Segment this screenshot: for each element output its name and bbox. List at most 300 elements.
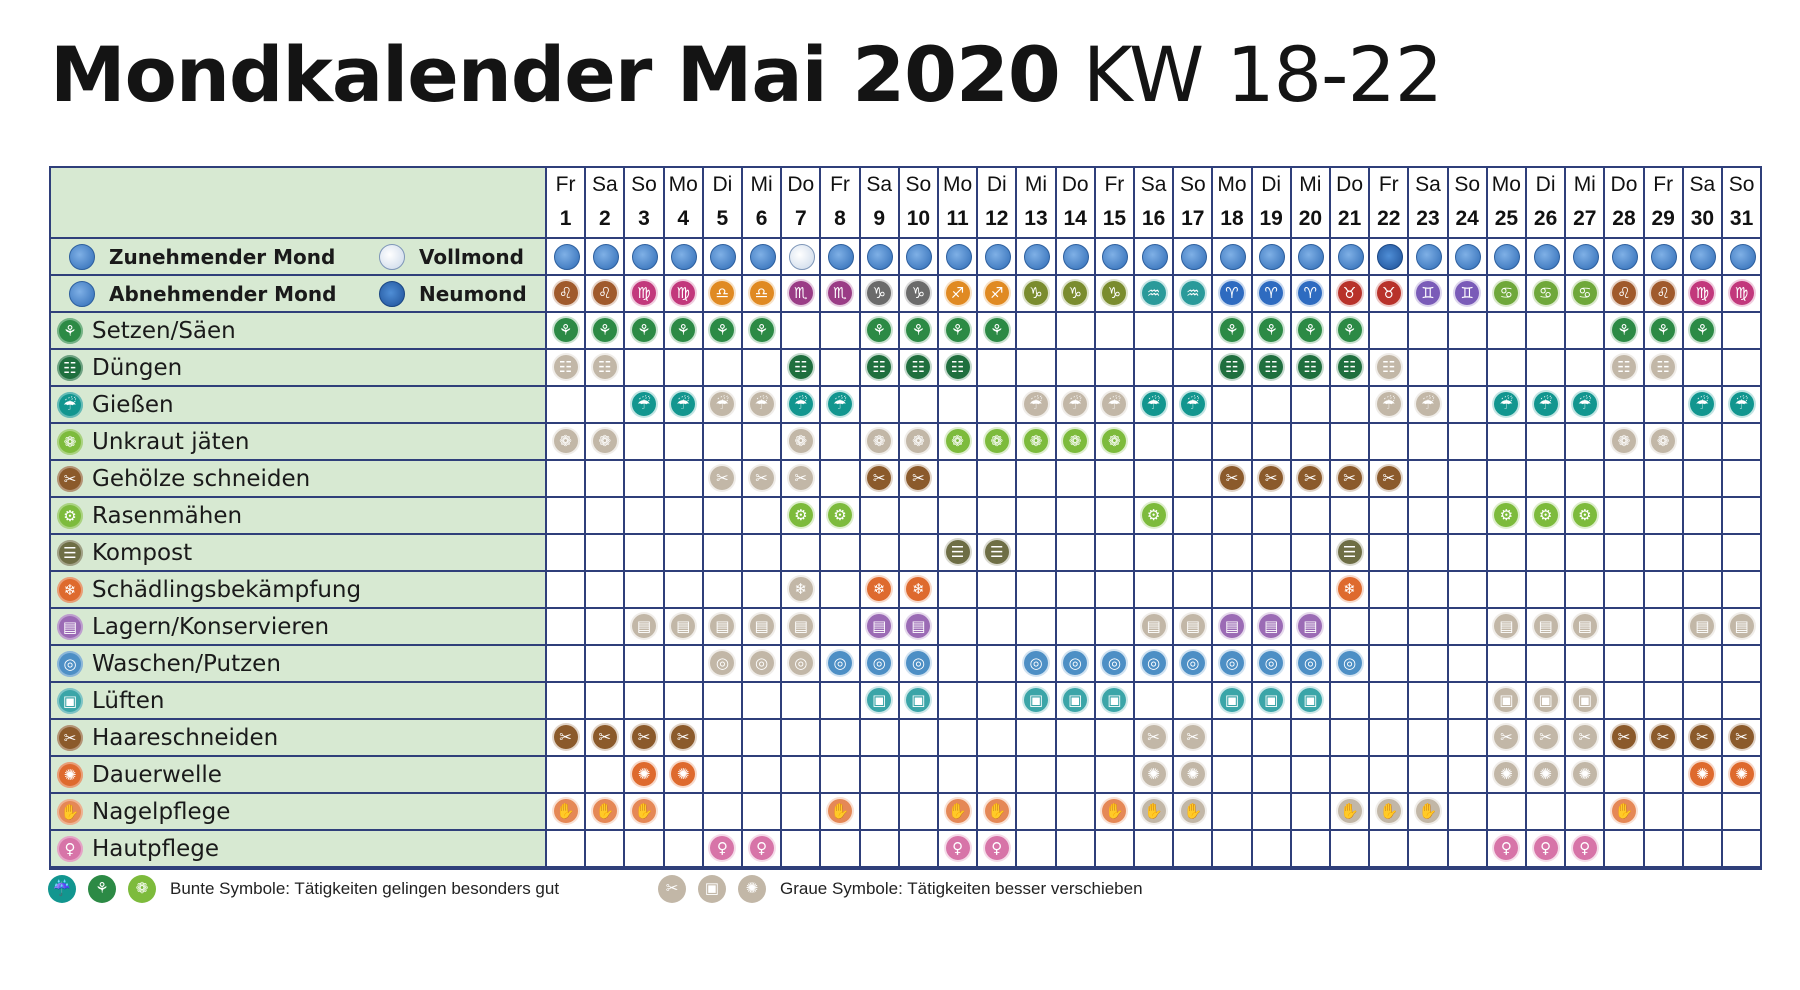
pest-control-icon: ❄ [904, 575, 932, 603]
bull-icon: ♉ [1336, 279, 1364, 307]
day-number: 23 [1416, 207, 1440, 230]
window-icon: ▣ [57, 688, 83, 714]
weeding-icon: ❁ [983, 427, 1011, 455]
window-icon: ▣ [1296, 686, 1324, 714]
weeding-icon: ❁ [57, 429, 83, 455]
seedling-icon: ⚘ [591, 316, 619, 344]
perm-curl-icon: ✺ [1532, 760, 1560, 788]
fertilizer-icon: ☷ [552, 353, 580, 381]
skin-care-icon: ♀ [1492, 834, 1520, 862]
row-label-text: Waschen/Putzen [92, 650, 281, 677]
seedling-icon: ⚘ [865, 316, 893, 344]
capricorn-icon: ♑ [865, 279, 893, 307]
day-weekday: Di [1261, 173, 1282, 196]
seedling-icon: ⚘ [1688, 316, 1716, 344]
nail-care-icon: ✋ [826, 797, 854, 825]
day-number: 7 [794, 207, 807, 230]
day-weekday: Fr [1653, 173, 1674, 196]
day-number: 19 [1259, 207, 1283, 230]
watering-can-icon: ☔ [826, 390, 854, 418]
fertilizer-icon: ☷ [904, 353, 932, 381]
legend-full-moon-text: Vollmond [419, 245, 524, 269]
row-label-text: Dauerwelle [92, 761, 222, 788]
nail-care-icon: ✋ [1336, 797, 1364, 825]
page-title [50, 30, 1442, 120]
legend-new-moon-text: Neumond [419, 282, 527, 306]
legend-waning-moon-text: Abnehmender Mond [109, 282, 337, 306]
day-weekday: So [1179, 173, 1206, 196]
fertilizer-icon: ☷ [1336, 353, 1364, 381]
day-weekday: Do [1061, 173, 1089, 196]
fertilizer-icon: ☷ [1375, 353, 1403, 381]
seedling-icon: ⚘ [1610, 316, 1638, 344]
scissors-icon: ✂ [1688, 723, 1716, 751]
day-number: 12 [985, 207, 1009, 230]
day-weekday: So [1728, 173, 1755, 196]
perm-curl-icon: ✺ [738, 875, 766, 903]
row-label-text: Lagern/Konservieren [92, 613, 330, 640]
day-number: 14 [1063, 207, 1087, 230]
day-number: 28 [1612, 207, 1636, 230]
scissors-icon: ✂ [57, 725, 83, 751]
pruning-shears-icon: ✂ [1375, 464, 1403, 492]
day-weekday: Fr [1378, 173, 1399, 196]
jar-icon: ▤ [865, 612, 893, 640]
perm-curl-icon: ✺ [630, 760, 658, 788]
pruning-shears-icon: ✂ [1296, 464, 1324, 492]
jar-icon: ▤ [1688, 612, 1716, 640]
seedling-icon: ⚘ [630, 316, 658, 344]
scorpion-icon: ♏ [826, 279, 854, 307]
jar-icon: ▤ [669, 612, 697, 640]
fertilizer-icon: ☷ [1649, 353, 1677, 381]
lawnmower-icon: ⚙ [57, 503, 83, 529]
virgo-icon: ♍ [1728, 279, 1756, 307]
weeding-icon: ❁ [1100, 427, 1128, 455]
compost-icon: ☰ [57, 540, 83, 566]
day-weekday: So [631, 173, 657, 196]
jar-icon: ▤ [1532, 612, 1560, 640]
watering-can-icon: ☔ [1492, 390, 1520, 418]
washing-machine-icon: ◎ [1296, 649, 1324, 677]
day-weekday: Sa [1140, 173, 1167, 196]
day-number: 24 [1455, 207, 1479, 230]
day-weekday: Di [986, 173, 1007, 196]
goat-icon: ♑ [1022, 279, 1050, 307]
watering-can-icon: ☔ [1100, 390, 1128, 418]
pruning-shears-icon: ✂ [787, 464, 815, 492]
seedling-icon: ⚘ [708, 316, 736, 344]
washing-machine-icon: ◎ [1179, 649, 1207, 677]
washing-machine-icon: ◎ [1022, 649, 1050, 677]
watering-can-icon: ☔ [1414, 390, 1442, 418]
lawnmower-icon: ⚙ [787, 501, 815, 529]
window-icon: ▣ [1218, 686, 1246, 714]
nail-care-icon: ✋ [630, 797, 658, 825]
day-number: 17 [1181, 207, 1205, 230]
fertilizer-icon: ☷ [1218, 353, 1246, 381]
perm-curl-icon: ✺ [669, 760, 697, 788]
lawnmower-icon: ⚙ [1140, 501, 1168, 529]
jar-icon: ▤ [1728, 612, 1756, 640]
legend-waxing-moon-text: Zunehmender Mond [109, 245, 336, 269]
pruning-shears-icon: ✂ [748, 464, 776, 492]
jar-icon: ▤ [1257, 612, 1285, 640]
skin-care-icon: ♀ [1532, 834, 1560, 862]
day-number: 5 [716, 207, 729, 230]
compost-icon: ☰ [1336, 538, 1364, 566]
weeding-icon: ❁ [944, 427, 972, 455]
nail-care-icon: ✋ [1375, 797, 1403, 825]
nail-care-icon: ✋ [1610, 797, 1638, 825]
lion-icon: ♌ [1649, 279, 1677, 307]
jar-icon: ▤ [630, 612, 658, 640]
day-weekday: Mi [1299, 173, 1322, 196]
perm-curl-icon: ✺ [57, 762, 83, 788]
pest-control-icon: ❄ [865, 575, 893, 603]
day-weekday: Do [787, 173, 815, 196]
window-icon: ▣ [1061, 686, 1089, 714]
pruning-shears-icon: ✂ [708, 464, 736, 492]
washing-machine-icon: ◎ [904, 649, 932, 677]
watering-can-icon: ☔ [1532, 390, 1560, 418]
perm-curl-icon: ✺ [1140, 760, 1168, 788]
lawnmower-icon: ⚙ [1532, 501, 1560, 529]
fertilizer-icon: ☷ [1257, 353, 1285, 381]
day-weekday: Di [712, 173, 733, 196]
pruning-shears-icon: ✂ [1336, 464, 1364, 492]
watering-can-icon: ☔ [1571, 390, 1599, 418]
day-number: 2 [598, 207, 611, 230]
perm-curl-icon: ✺ [1688, 760, 1716, 788]
jar-icon: ▤ [904, 612, 932, 640]
skin-care-icon: ♀ [1571, 834, 1599, 862]
virgo-icon: ♍ [1688, 279, 1716, 307]
row-label-text: Gehölze schneiden [92, 465, 311, 492]
archer-icon: ♐ [944, 279, 972, 307]
lion-icon: ♌ [591, 279, 619, 307]
crab-icon: ♋ [1532, 279, 1560, 307]
day-weekday: Mo [1217, 173, 1247, 196]
fertilizer-icon: ☷ [1610, 353, 1638, 381]
twins-icon: ♊ [1453, 279, 1481, 307]
seedling-icon: ⚘ [552, 316, 580, 344]
watering-can-icon: ☔ [787, 390, 815, 418]
watering-can-icon: ☔ [1688, 390, 1716, 418]
nail-care-icon: ✋ [1179, 797, 1207, 825]
window-icon: ▣ [1571, 686, 1599, 714]
legend-colored-text: Bunte Symbole: Tätigkeiten gelingen besonders gut [170, 879, 560, 898]
jar-icon: ▤ [708, 612, 736, 640]
day-number: 11 [946, 207, 969, 230]
jar-icon: ▤ [1179, 612, 1207, 640]
row-label-text: Düngen [92, 354, 183, 381]
washing-machine-icon: ◎ [748, 649, 776, 677]
weeding-icon: ❁ [1610, 427, 1638, 455]
scissors-icon: ✂ [552, 723, 580, 751]
day-weekday: Mo [1491, 173, 1521, 196]
scissors-icon: ✂ [1492, 723, 1520, 751]
window-icon: ▣ [865, 686, 893, 714]
virgo-icon: ♍ [669, 279, 697, 307]
crab-icon: ♋ [1492, 279, 1520, 307]
lawnmower-icon: ⚙ [1492, 501, 1520, 529]
fertilizer-icon: ☷ [591, 353, 619, 381]
watering-can-icon: ☔ [708, 390, 736, 418]
day-weekday: Fr [555, 173, 576, 196]
archer-icon: ♐ [983, 279, 1011, 307]
window-icon: ▣ [1257, 686, 1285, 714]
jar-icon: ▤ [1218, 612, 1246, 640]
seedling-icon: ⚘ [1296, 316, 1324, 344]
day-number: 9 [873, 207, 886, 230]
watering-can-icon: ☔ [1179, 390, 1207, 418]
jar-icon: ▤ [1571, 612, 1599, 640]
scissors-icon: ✂ [1728, 723, 1756, 751]
day-weekday: Mo [943, 173, 973, 196]
bull-icon: ♉ [1375, 279, 1403, 307]
day-weekday: Fr [1104, 173, 1125, 196]
perm-curl-icon: ✺ [1571, 760, 1599, 788]
pruning-shears-icon: ✂ [57, 466, 83, 492]
moon-calendar-table [49, 166, 1762, 870]
day-number: 1 [559, 207, 572, 230]
washing-machine-icon: ◎ [865, 649, 893, 677]
row-label-text: Kompost [92, 539, 193, 566]
day-number: 27 [1573, 207, 1597, 230]
pruning-shears-icon: ✂ [1257, 464, 1285, 492]
jar-icon: ▤ [1140, 612, 1168, 640]
weeding-icon: ❁ [1649, 427, 1677, 455]
day-number: 13 [1024, 207, 1048, 230]
day-weekday: Mi [1024, 173, 1048, 196]
washing-machine-icon: ◎ [1218, 649, 1246, 677]
day-weekday: Mo [668, 173, 698, 196]
scissors-icon: ✂ [591, 723, 619, 751]
nail-care-icon: ✋ [1414, 797, 1442, 825]
weeding-icon: ❁ [128, 875, 156, 903]
row-label-text: Lüften [92, 687, 165, 714]
scissors-icon: ✂ [1649, 723, 1677, 751]
row-label-text: Hautpflege [92, 835, 219, 862]
pruning-shears-icon: ✂ [865, 464, 893, 492]
day-weekday: Sa [866, 173, 893, 196]
seedling-icon: ⚘ [1336, 316, 1364, 344]
day-weekday: So [1454, 173, 1481, 196]
day-number: 4 [677, 207, 690, 230]
fertilizer-icon: ☷ [865, 353, 893, 381]
row-label-text: Gießen [92, 391, 174, 418]
title-bold: Mondkalender Mai 2020 [50, 30, 1060, 119]
day-weekday: Sa [1415, 173, 1441, 196]
day-weekday: Do [1610, 173, 1638, 196]
title-week: KW 18-22 [1082, 30, 1443, 119]
seedling-icon: ⚘ [944, 316, 972, 344]
day-number: 21 [1337, 207, 1362, 230]
ram-icon: ♈ [1296, 279, 1324, 307]
day-weekday: Mi [1573, 173, 1596, 196]
scales-icon: ♎ [708, 279, 736, 307]
day-number: 10 [906, 207, 931, 230]
day-weekday: So [905, 173, 932, 196]
legend [48, 875, 1761, 911]
watering-can-icon: ☔ [748, 390, 776, 418]
skin-care-icon: ♀ [983, 834, 1011, 862]
day-number: 25 [1494, 207, 1519, 230]
day-number: 16 [1141, 207, 1166, 230]
twins-icon: ♊ [1414, 279, 1442, 307]
pest-control-icon: ❄ [57, 577, 83, 603]
day-weekday: Sa [1689, 173, 1716, 196]
seedling-icon: ⚘ [1257, 316, 1285, 344]
jar-icon: ▤ [1492, 612, 1520, 640]
watering-can-icon: ☔ [1022, 390, 1050, 418]
jar-icon: ▤ [1296, 612, 1324, 640]
day-number: 31 [1729, 207, 1754, 230]
ram-icon: ♈ [1218, 279, 1246, 307]
day-number: 18 [1220, 207, 1244, 230]
washing-machine-icon: ◎ [1336, 649, 1364, 677]
day-weekday: Do [1336, 173, 1364, 196]
day-number: 29 [1651, 207, 1675, 230]
seedling-icon: ⚘ [88, 875, 116, 903]
window-icon: ▣ [1100, 686, 1128, 714]
day-weekday: Mi [750, 173, 773, 196]
row-label-text: Unkraut jäten [92, 428, 250, 455]
capricorn-icon: ♑ [904, 279, 932, 307]
washing-machine-icon: ◎ [57, 651, 83, 677]
washing-machine-icon: ◎ [1257, 649, 1285, 677]
washing-machine-icon: ◎ [826, 649, 854, 677]
watering-can-icon: ☔ [669, 390, 697, 418]
scales-icon: ♎ [748, 279, 776, 307]
lion-icon: ♌ [1610, 279, 1638, 307]
skin-care-icon: ♀ [57, 836, 83, 862]
weeding-icon: ❁ [552, 427, 580, 455]
washing-machine-icon: ◎ [708, 649, 736, 677]
weeding-icon: ❁ [1061, 427, 1089, 455]
window-icon: ▣ [698, 875, 726, 903]
watering-can-icon: ☔ [630, 390, 658, 418]
nail-care-icon: ✋ [57, 799, 83, 825]
window-icon: ▣ [904, 686, 932, 714]
virgo-icon: ♍ [630, 279, 658, 307]
skin-care-icon: ♀ [748, 834, 776, 862]
watering-can-icon: ☔ [1061, 390, 1089, 418]
fertilizer-icon: ☷ [787, 353, 815, 381]
legend-grey-text: Graue Symbole: Tätigkeiten besser verschieben [780, 879, 1143, 898]
ram-icon: ♈ [1257, 279, 1285, 307]
nail-care-icon: ✋ [983, 797, 1011, 825]
day-number: 6 [755, 207, 768, 230]
lion-icon: ♌ [552, 279, 580, 307]
row-label-text: Schädlingsbekämpfung [92, 576, 362, 603]
day-number: 15 [1102, 207, 1127, 230]
jar-icon: ▤ [748, 612, 776, 640]
weeding-icon: ❁ [787, 427, 815, 455]
lawnmower-icon: ⚙ [826, 501, 854, 529]
skin-care-icon: ♀ [708, 834, 736, 862]
seedling-icon: ⚘ [748, 316, 776, 344]
scissors-icon: ✂ [669, 723, 697, 751]
pruning-shears-icon: ✂ [904, 464, 932, 492]
scissors-icon: ✂ [1610, 723, 1638, 751]
fertilizer-icon: ☷ [944, 353, 972, 381]
day-number: 20 [1298, 207, 1323, 230]
row-label-text: Nagelpflege [92, 798, 231, 825]
seedling-icon: ⚘ [669, 316, 697, 344]
seedling-icon: ⚘ [57, 318, 83, 344]
nail-care-icon: ✋ [944, 797, 972, 825]
perm-curl-icon: ✺ [1492, 760, 1520, 788]
skin-care-icon: ♀ [944, 834, 972, 862]
day-number: 8 [834, 207, 846, 230]
scissors-icon: ✂ [630, 723, 658, 751]
compost-icon: ☰ [944, 538, 972, 566]
washing-machine-icon: ◎ [1100, 649, 1128, 677]
washing-machine-icon: ◎ [787, 649, 815, 677]
window-icon: ▣ [1492, 686, 1520, 714]
watering-can-icon: ☔ [1140, 390, 1168, 418]
seedling-icon: ⚘ [1649, 316, 1677, 344]
fertilizer-icon: ☷ [57, 355, 83, 381]
pest-control-icon: ❄ [787, 575, 815, 603]
goat-icon: ♑ [1100, 279, 1128, 307]
window-icon: ▣ [1022, 686, 1050, 714]
nail-care-icon: ✋ [552, 797, 580, 825]
day-weekday: Di [1535, 173, 1556, 196]
weeding-icon: ❁ [591, 427, 619, 455]
watering-can-icon: ☔ [1375, 390, 1403, 418]
watering-can-icon: ☔ [48, 875, 76, 903]
scorpion-icon: ♏ [787, 279, 815, 307]
weeding-icon: ❁ [1022, 427, 1050, 455]
window-icon: ▣ [1532, 686, 1560, 714]
day-number: 22 [1377, 207, 1401, 230]
day-weekday: Sa [591, 173, 618, 196]
compost-icon: ☰ [983, 538, 1011, 566]
jar-icon: ▤ [57, 614, 83, 640]
crab-icon: ♋ [1571, 279, 1599, 307]
nail-care-icon: ✋ [1100, 797, 1128, 825]
aquarius-icon: ♒ [1179, 279, 1207, 307]
day-number: 3 [638, 207, 650, 230]
goat-icon: ♑ [1061, 279, 1089, 307]
washing-machine-icon: ◎ [1061, 649, 1089, 677]
table-frame [49, 166, 1762, 870]
aquarius-icon: ♒ [1140, 279, 1168, 307]
scissors-icon: ✂ [1532, 723, 1560, 751]
seedling-icon: ⚘ [904, 316, 932, 344]
scissors-icon: ✂ [658, 875, 686, 903]
watering-can-icon: ☔ [1728, 390, 1756, 418]
scissors-icon: ✂ [1571, 723, 1599, 751]
seedling-icon: ⚘ [1218, 316, 1246, 344]
row-label-text: Setzen/Säen [92, 317, 236, 344]
washing-machine-icon: ◎ [1140, 649, 1168, 677]
day-number: 26 [1533, 207, 1558, 230]
fertilizer-icon: ☷ [1296, 353, 1324, 381]
perm-curl-icon: ✺ [1728, 760, 1756, 788]
day-weekday: Fr [830, 173, 850, 196]
day-number: 30 [1690, 207, 1715, 230]
scissors-icon: ✂ [1140, 723, 1168, 751]
row-label-text: Rasenmähen [92, 502, 243, 529]
seedling-icon: ⚘ [983, 316, 1011, 344]
weeding-icon: ❁ [904, 427, 932, 455]
pest-control-icon: ❄ [1336, 575, 1364, 603]
row-label-text: Haareschneiden [92, 724, 279, 751]
